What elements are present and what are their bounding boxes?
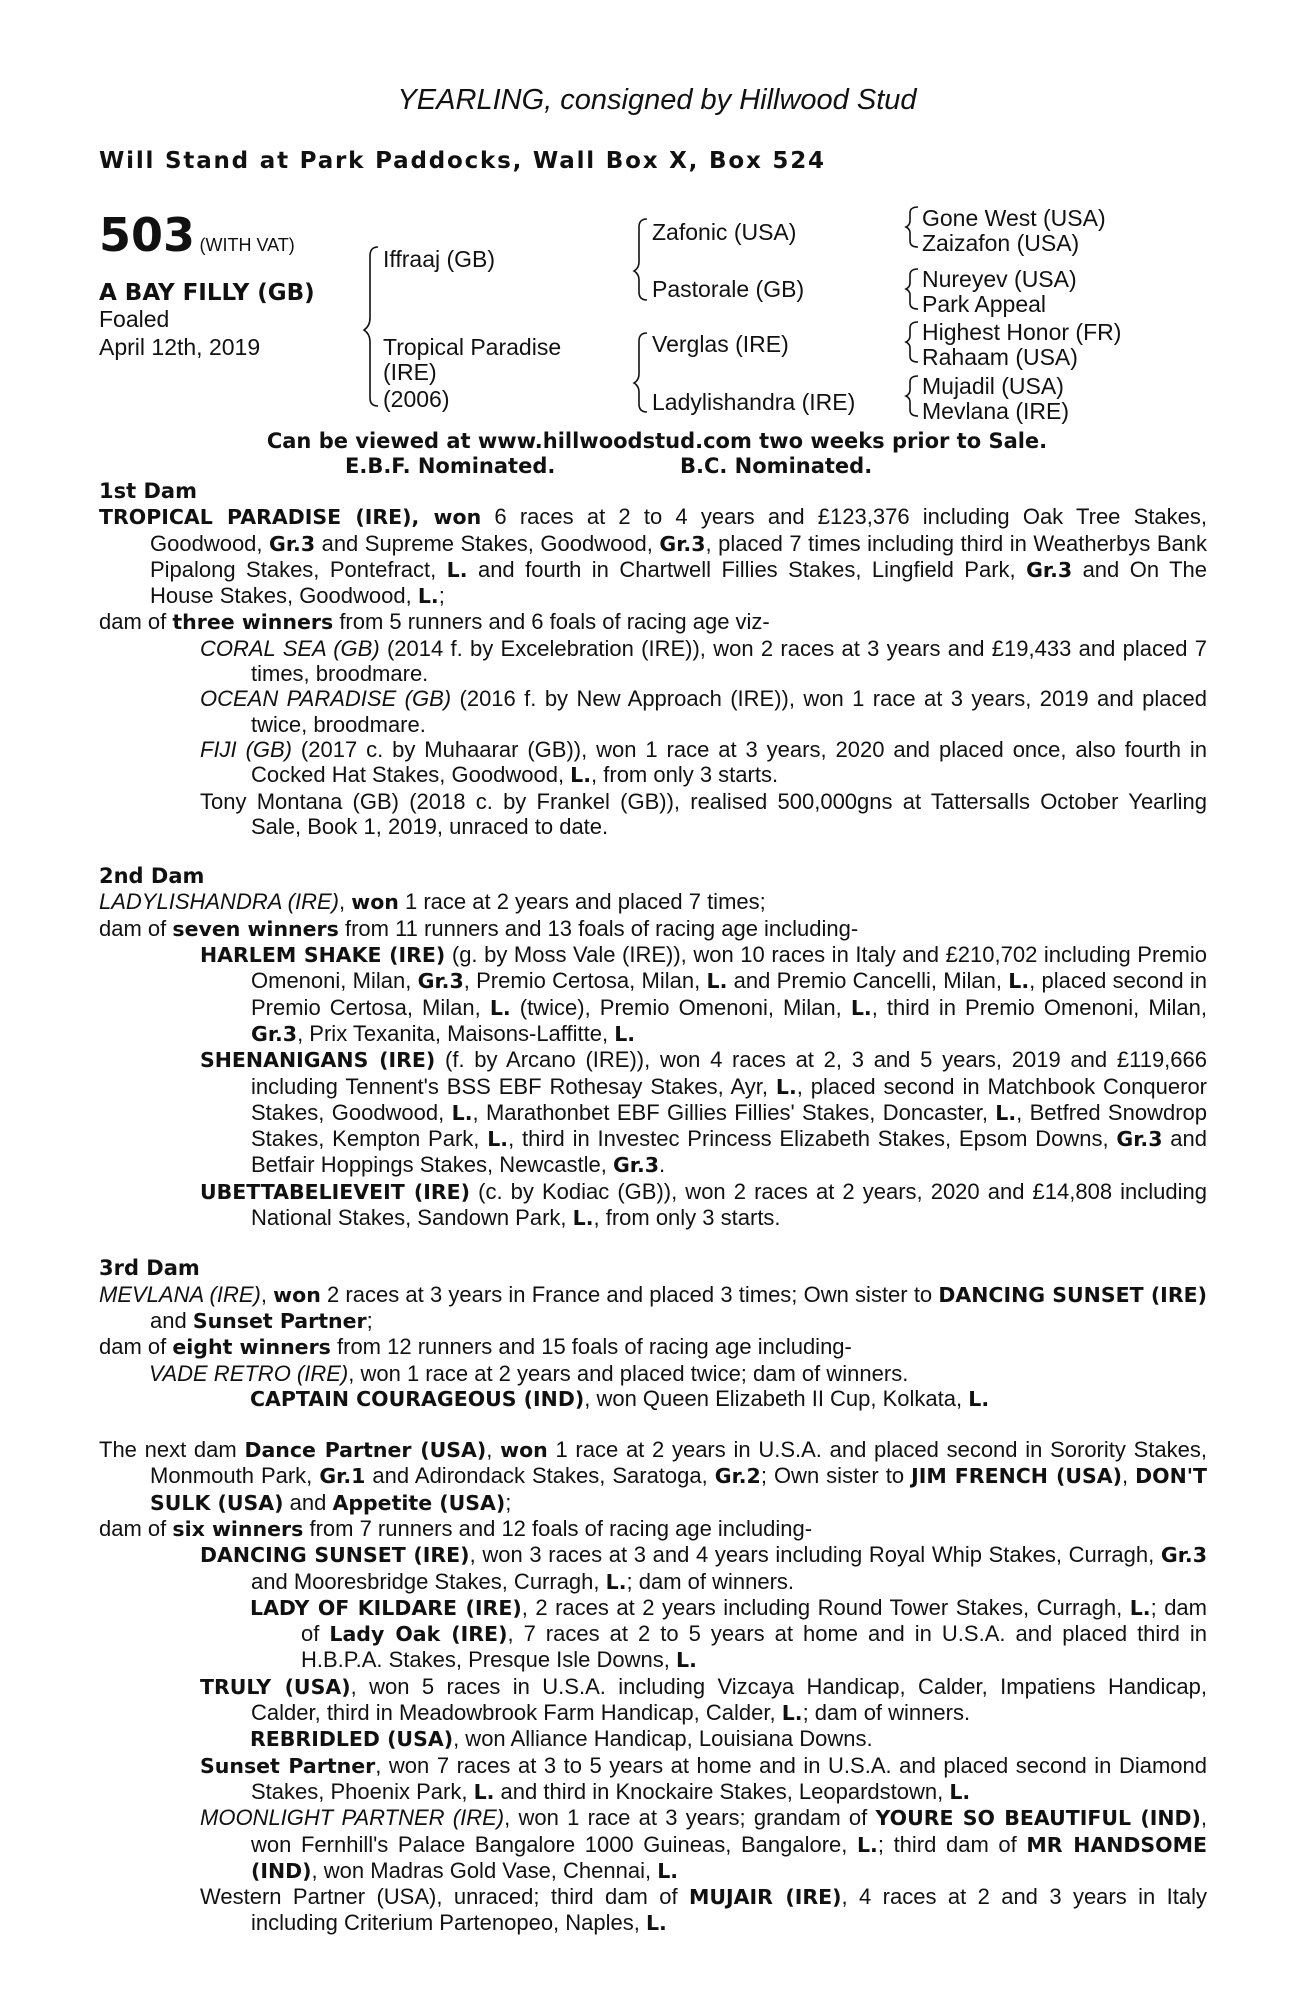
ds-brace (906, 322, 918, 362)
vat-note: (WITH VAT) (199, 235, 295, 255)
ss-sire: Gone West (USA) (922, 205, 1106, 231)
section-third-dam: 3rd Dam (99, 1256, 200, 1281)
sire-dam-brace (364, 247, 378, 406)
produce-ubettabelieveit: UBETTABELIEVEIT (IRE) (c. by Kodiac (GB)), won 2 races at 2 years, 2020 and £14,808 including National Stakes, Sandown Park, L., from only 3 starts. (200, 1178, 1207, 1231)
dam: Tropical Paradise (383, 334, 562, 360)
produce-dancing-sunset: DANCING SUNSET (IRE), won 3 races at 3 and 4 years including Royal Whip Stakes, Curragh, Gr.3 and Mooresbridge Stakes, Curragh, L.; dam of winners. (200, 1542, 1207, 1594)
foaled-date: April 12th, 2019 (99, 334, 261, 360)
first-dam-entry: TROPICAL PARADISE (IRE), won 6 races at 2 to 4 years and £123,376 including Oak Tree Stakes, Goodwood, Gr.3 and Supreme Stakes, Goodwood, Gr.3, placed 7 times including third in Weatherbys Bank Pipalong Stakes, Pontefract, L. and fourth in Chartwell Fillies Stakes, Lingfield Park, Gr.3 and On The House Stakes, Goodwood, L.; (99, 504, 1207, 609)
produce-ocean-paradise: OCEAN PARADISE (GB) (2016 f. by New Approach (IRE)), won 1 race at 3 years, 2019 and placed twice, broodmare. (200, 686, 1207, 737)
catalogue-body (99, 479, 1207, 1937)
lot-number: 503 (99, 208, 196, 262)
sd-brace (906, 269, 918, 309)
ds-dam: Rahaam (USA) (922, 344, 1078, 370)
sire: Iffraaj (GB) (383, 246, 496, 272)
third-dam-entry: MEVLANA (IRE), won 2 races at 3 years in France and placed 3 times; Own sister to DANCING SUNSET (IRE) and Sunset Partner; (99, 1281, 1207, 1333)
ss-dam: Zaizafon (USA) (922, 230, 1080, 256)
consignor-title: YEARLING, consigned by Hillwood Stud (397, 84, 917, 116)
sd-sire: Nureyev (USA) (922, 266, 1077, 292)
first-dam-produce: dam of three winners from 5 runners and 6 foals of racing age viz- (99, 609, 770, 635)
produce-captain-courageous: CAPTAIN COURAGEOUS (IND), won Queen Elizabeth II Cup, Kolkata, L. (250, 1385, 990, 1411)
third-dam-produce: dam of eight winners from 12 runners and 15 foals of racing age including- (99, 1334, 852, 1360)
bc-note: B.C. Nominated. (680, 454, 873, 478)
produce-fiji: FIJI (GB) (2017 c. by Muhaarar (GB)), won 1 race at 3 years, 2020 and placed once, also fourth in Cocked Hat Stakes, Goodwood, L., from only 3 starts. (200, 736, 1207, 788)
dam-sire: Verglas (IRE) (652, 331, 789, 357)
produce-rebridled: REBRIDLED (USA), won Alliance Handicap, Louisiana Downs. (250, 1726, 873, 1752)
ds-sire: Highest Honor (FR) (922, 319, 1122, 345)
dam-brace (634, 333, 647, 412)
ebf-note: E.B.F. Nominated. (345, 454, 556, 478)
lot-name: A BAY FILLY (GB) (99, 280, 315, 306)
dam-year: (2006) (383, 386, 450, 412)
second-dam-entry: LADYLISHANDRA (IRE), won 1 race at 2 years and placed 7 times; (99, 889, 766, 915)
sire-sire: Zafonic (USA) (652, 219, 797, 245)
next-dam-produce: dam of six winners from 7 runners and 12 foals of racing age including- (99, 1515, 813, 1541)
produce-sunset-partner: Sunset Partner, won 7 races at 3 to 5 years at home and in U.S.A. and placed second in Diamond Stakes, Phoenix Park, L. and third in Knockaire Stakes, Leopardstown, L. (200, 1752, 1207, 1804)
stand-location: Will Stand at Park Paddocks, Wall Box X, Box 524 (99, 148, 826, 174)
section-first-dam: 1st Dam (99, 479, 197, 503)
dd-brace (906, 376, 918, 416)
produce-vade-retro: VADE RETRO (IRE), won 1 race at 2 years and placed twice; dam of winners. (149, 1360, 909, 1386)
foaled-label: Foaled (99, 306, 170, 332)
next-dam-entry: The next dam Dance Partner (USA), won 1 race at 2 years in U.S.A. and placed second in Sorority Stakes, Monmouth Park, Gr.1 and Adirondack Stakes, Saratoga, Gr.2; Own sister to JIM FRENCH (USA), DON'T SULK (USA) and Appetite (USA); (99, 1437, 1207, 1515)
produce-lady-of-kildare: LADY OF KILDARE (IRE), 2 races at 2 years including Round Tower Stakes, Curragh, L.; dam of Lady Oak (IRE), 7 races at 2 to 5 years at home and in U.S.A. and placed third in H.B.P.A. Stakes, Presque Isle Downs, L. (250, 1594, 1207, 1673)
produce-tony-montana: Tony Montana (GB) (2018 c. by Frankel (GB)), realised 500,000gns at Tattersalls October Yearling Sale, Book 1, 2019, unraced to date. (200, 788, 1207, 839)
sire-brace (634, 219, 647, 300)
dam-origin: (IRE) (383, 359, 437, 385)
dam-dam: Ladylishandra (IRE) (652, 389, 856, 415)
section-second-dam: 2nd Dam (99, 864, 205, 889)
dd-dam: Mevlana (IRE) (922, 398, 1069, 424)
produce-truly: TRULY (USA), won 5 races in U.S.A. including Vizcaya Handicap, Calder, Impatiens Handicap, Calder, third in Meadowbrook Farm Handicap, Calder, L.; dam of winners. (200, 1673, 1208, 1726)
dd-sire: Mujadil (USA) (922, 373, 1064, 399)
produce-shenanigans: SHENANIGANS (IRE) (f. by Arcano (IRE)), won 4 races at 2, 3 and 5 years, 2019 and £119,666 including Tennent's BSS EBF Rothesay Stakes, Ayr, L., placed second in Matchbook Conqueror Stakes, Goodwood, L., Marathonbet EBF Gillies Fillies' Stakes, Doncaster, L., Betfred Snowdrop Stakes, Kempton Park, L., third in Investec Princess Elizabeth Stakes, Epsom Downs, Gr.3 and Betfair Hoppings Stakes, Newcastle, Gr.3. (200, 1047, 1207, 1178)
produce-coral-sea: CORAL SEA (GB) (2014 f. by Excelebration (IRE)), won 2 races at 3 years and £19,433 and placed 7 times, broodmare. (200, 635, 1207, 687)
sire-dam: Pastorale (GB) (652, 276, 805, 302)
ss-brace (906, 207, 918, 247)
produce-moonlight-partner: MOONLIGHT PARTNER (IRE), won 1 race at 3 years; grandam of YOURE SO BEAUTIFUL (IND), won Fernhill's Palace Bangalore 1000 Guineas, Bangalore, L.; third dam of MR HANDSOME (IND), won Madras Gold Vase, Chennai, L. (200, 1805, 1208, 1883)
produce-western-partner: Western Partner (USA), unraced; third dam of MUJAIR (IRE), 4 races at 2 and 3 years in Italy including Criterium Partenopeo, Naples, L. (200, 1884, 1208, 1936)
viewing-note: Can be viewed at www.hillwoodstud.com two weeks prior to Sale. (266, 429, 1048, 453)
produce-harlem-shake: HARLEM SHAKE (IRE) (g. by Moss Vale (IRE)), won 10 races in Italy and £210,702 including Premio Omenoni, Milan, Gr.3, Premio Certosa, Milan, L. and Premio Cancelli, Milan, L., placed second in Premio Certosa, Milan, L. (twice), Premio Omenoni, Milan, L., third in Premio Omenoni, Milan, Gr.3, Prix Texanita, Maisons-Laffitte, L. (200, 942, 1207, 1046)
second-dam-produce: dam of seven winners from 11 runners and 13 foals of racing age including- (99, 915, 859, 941)
sd-dam: Park Appeal (922, 291, 1047, 317)
